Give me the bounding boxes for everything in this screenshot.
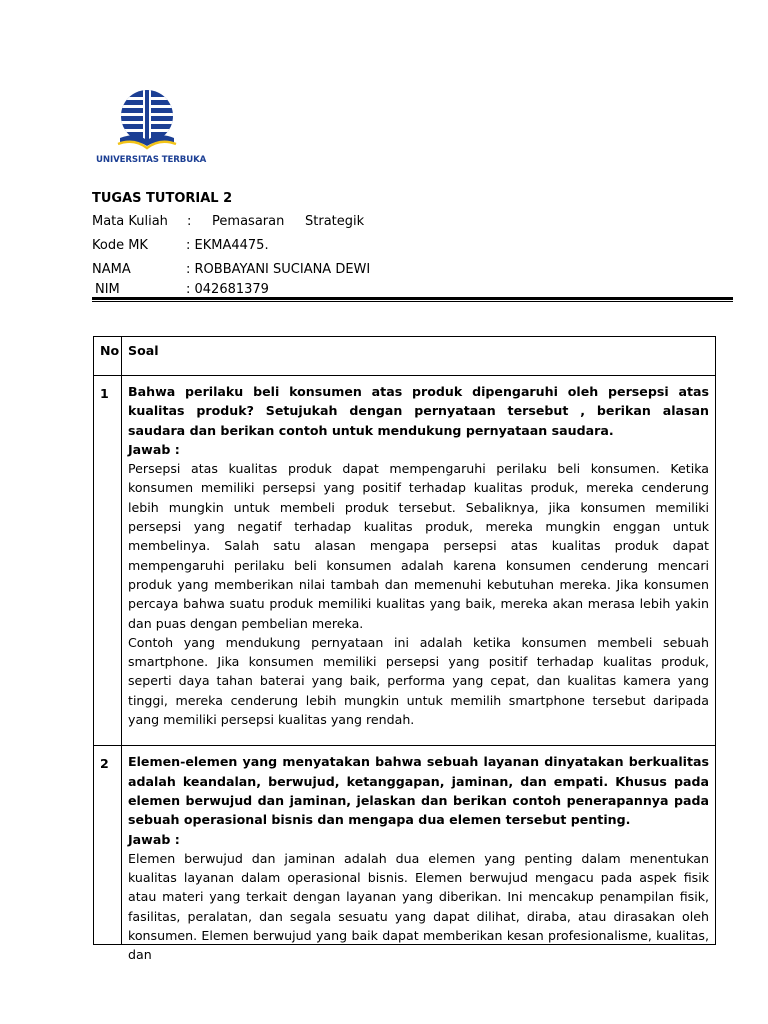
table-row	[94, 376, 716, 746]
answer-text	[128, 849, 709, 965]
header-divider	[92, 297, 733, 300]
field-value: : Pemasaran Strategik	[187, 214, 365, 229]
field-value: : ROBBAYANI SUCIANA DEWI	[186, 262, 371, 277]
header-divider-thin	[92, 301, 733, 302]
row-content	[122, 376, 716, 746]
field-value: : 042681379	[186, 282, 269, 297]
row-number: 1	[94, 376, 122, 746]
field-value: : EKMA4475.	[186, 238, 269, 253]
table-header-row	[94, 337, 716, 376]
field-label: NAMA	[92, 262, 131, 277]
question-table	[93, 336, 716, 963]
question-text: Elemen-elemen yang menyatakan bahwa sebuah layanan dinyatakan berkualitas adalah keandalan, berwujud, ketanggapan, jaminan, dan empati. Khusus pada elemen berwujud dan jaminan, jelaskan dan berikan contoh penerapannya pada sebuah operasional bisnis dan mengapa dua elemen tersebut penting.	[128, 754, 709, 828]
column-header-no: No	[94, 337, 122, 376]
answer-paragraph: Persepsi atas kualitas produk dapat mempengaruhi perilaku beli konsumen. Ketika konsumen memiliki persepsi yang positif terhadap kualitas produk, mereka cenderung lebih mungkin untuk membeli produk tersebut. Sebaliknya, jika konsumen memiliki persepsi yang negatif terhadap kualitas produk, mereka mungkin enggan untuk membelinya. Salah satu alasan mengapa persepsi atas kualitas produk dapat mempengaruhi perilaku beli konsumen adalah karena konsumen cenderung mencari produk yang memberikan nilai tambah dan memenuhi kebutuhan mereka. Jika konsumen percaya bahwa suatu produk memiliki kualitas yang baik, mereka akan merasa lebih yakin dan puas dengan pembelian mereka.	[128, 461, 709, 631]
answer-paragraph: Contoh yang mendukung pernyataan ini adalah ketika konsumen membeli sebuah smartphone. Jika konsumen memiliki persepsi yang positif terhadap kualitas produk, seperti daya tahan baterai yang baik, performa yang cepat, dan kualitas kamera yang tinggi, mereka cenderung lebih mungkin untuk memilih smartphone tersebut daripada yang memiliki persepsi kualitas yang rendah.	[128, 634, 709, 728]
row-content	[122, 746, 716, 963]
answer-label: Jawab :	[128, 831, 180, 847]
question-text: Bahwa perilaku beli konsumen atas produk dipengaruhi oleh persepsi atas kualitas produk? Setujukah dengan pernyataan tersebut , berikan alasan saudara dan berikan contoh untuk mendukung pernyataan saudara.	[128, 384, 709, 438]
field-label: Kode MK	[92, 238, 148, 253]
answer-label: Jawab :	[128, 441, 180, 457]
field-label: NIM	[95, 282, 120, 297]
logo-text: UNIVERSITAS TERBUKA	[96, 155, 207, 165]
row-number: 2	[94, 746, 122, 945]
answer-paragraph: Elemen berwujud dan jaminan adalah dua elemen yang penting dalam menentukan kualitas layanan dalam operasional bisnis. Elemen berwujud mengacu pada aspek fisik atau materi yang terkait dengan layanan yang diberikan. Ini mencakup penampilan fisik, fasilitas, peralatan, dan segala sesuatu yang dapat dilihat, diraba, atau dirasakan oleh konsumen. Elemen berwujud yang baik dapat memberikan kesan profesionalisme, kualitas, dan	[128, 850, 709, 963]
table-row	[94, 746, 716, 945]
field-label: Mata Kuliah	[92, 214, 168, 229]
column-header-soal: Soal	[122, 337, 716, 376]
assignment-title: TUGAS TUTORIAL 2	[92, 191, 233, 206]
answer-text	[128, 459, 709, 729]
